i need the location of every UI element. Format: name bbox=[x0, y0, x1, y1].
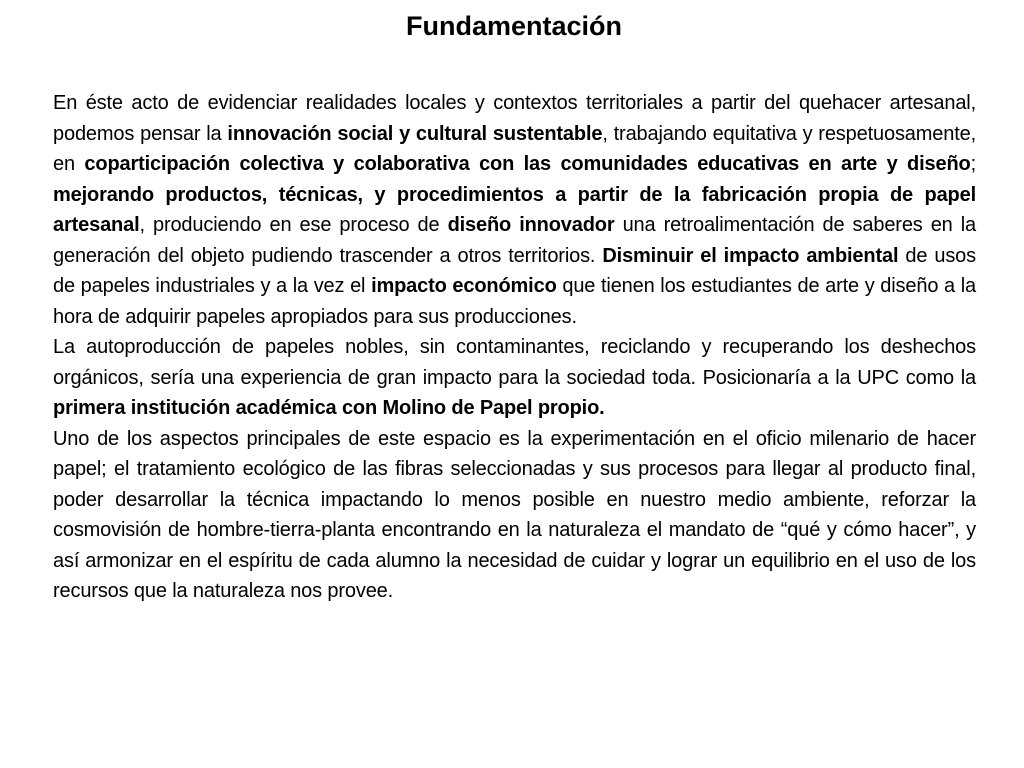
text-run: La autoproducción de papeles nobles, sin contaminantes, reciclando y recuperando los deshechos orgánicos, sería una experiencia de gran impacto para la sociedad toda. Posicionaría a la UPC como la bbox=[53, 336, 976, 389]
text-run: de usos de papeles industriales y a la vez el bbox=[53, 244, 976, 297]
paragraph bbox=[53, 332, 976, 424]
bold-text-run: primera institución académica con Molino de Papel propio. bbox=[53, 397, 605, 419]
text-run: , produciendo en ese proceso de bbox=[139, 214, 448, 236]
text-run: , trabajando equitativa y respetuosamente, en bbox=[53, 122, 977, 175]
text-run: Uno de los aspectos principales de este espacio es la experimentación en el oficio milenario de hacer papel; el tratamiento ecológico de las fibras seleccionadas y sus procesos para llegar al producto final, poder desarrollar la técnica impactando lo menos posible en nuestro medio ambiente, reforzar la cosmovisión de hombre-tierra-planta encontrando en la naturaleza el mandato de “qué y cómo hacer”, y así armonizar en el espíritu de cada alumno la necesidad de cuidar y lograr un equilibrio en el uso de los recursos que la naturaleza nos provee. bbox=[53, 427, 976, 602]
text-run: En éste acto de evidenciar realidades locales y contextos territoriales a partir del quehacer artesanal, podemos pensar la bbox=[53, 92, 976, 145]
slide-title: Fundamentación bbox=[405, 11, 622, 41]
text-run: que tienen los estudiantes de arte y diseño a la hora de adquirir papeles apropiados para sus producciones. bbox=[53, 275, 976, 328]
text-run: ; bbox=[970, 153, 977, 175]
paragraph bbox=[53, 88, 976, 332]
bold-text-run: Disminuir el impacto ambiental bbox=[602, 244, 899, 267]
bold-text-run: coparticipación colectiva y colaborativa con las comunidades educativas en arte y diseño bbox=[84, 153, 971, 175]
bold-text-run: innovación social y cultural sustentable bbox=[227, 122, 603, 145]
paragraph bbox=[53, 424, 976, 607]
bold-text-run: impacto económico bbox=[371, 275, 557, 297]
bold-text-run: diseño innovador bbox=[447, 214, 615, 236]
slide-body bbox=[53, 88, 976, 607]
text-run: una retroalimentación de saberes en la generación del objeto pudiendo trascender a otros territorios. bbox=[53, 214, 976, 267]
bold-text-run: mejorando productos, técnicas, y procedimientos a partir de la fabricación propia de papel artesanal bbox=[53, 183, 976, 236]
